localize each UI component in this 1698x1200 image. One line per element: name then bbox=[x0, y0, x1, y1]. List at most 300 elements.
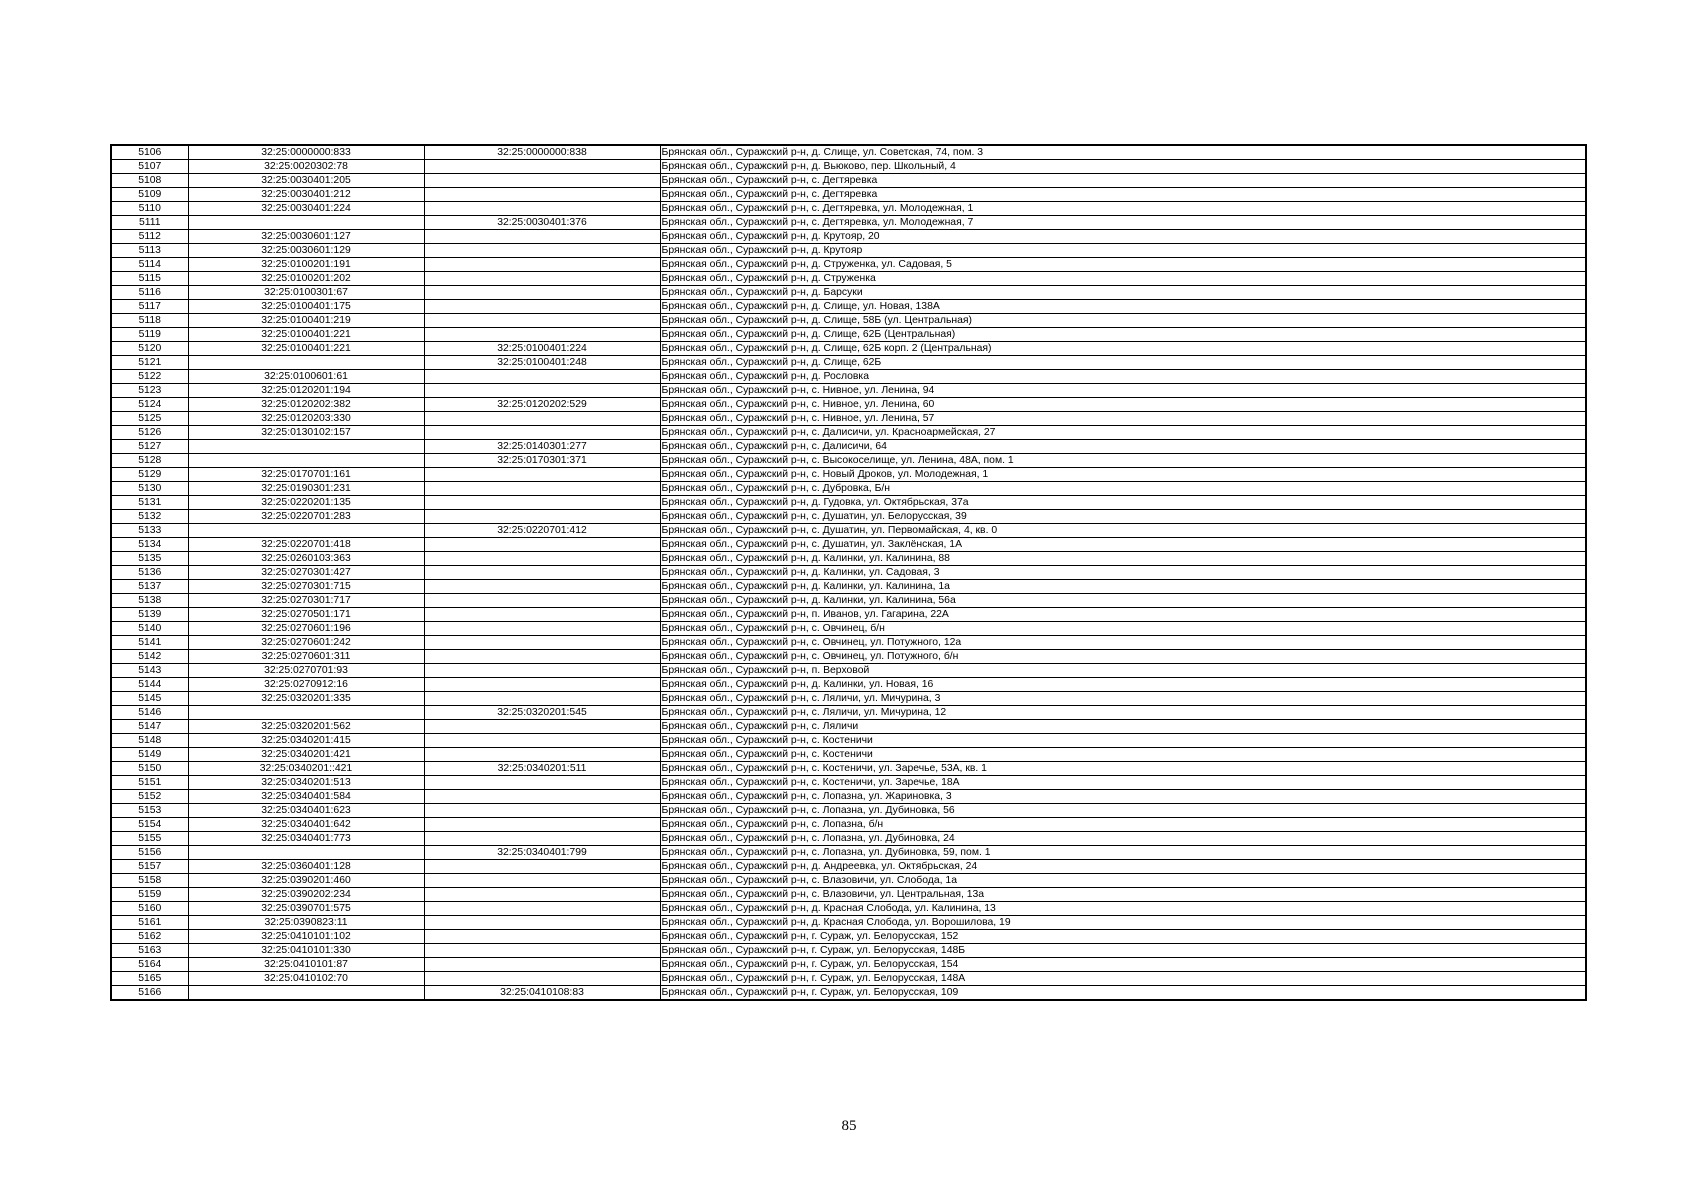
table-row bbox=[111, 244, 1586, 258]
address-cell: Брянская обл., Суражский р-н, с. Костеничи bbox=[660, 734, 1586, 748]
row-number-cell: 5156 bbox=[111, 846, 188, 860]
new-cadastral-number-cell: 32:25:0410108:83 bbox=[424, 986, 660, 1001]
new-cadastral-number-cell bbox=[424, 790, 660, 804]
address-cell: Брянская обл., Суражский р-н, д. Андреевка, ул. Октябрьская, 24 bbox=[660, 860, 1586, 874]
cadastral-number-cell: 32:25:0030601:127 bbox=[188, 230, 424, 244]
row-number-cell: 5129 bbox=[111, 468, 188, 482]
table-row bbox=[111, 272, 1586, 286]
table-row bbox=[111, 468, 1586, 482]
row-number-cell: 5148 bbox=[111, 734, 188, 748]
address-cell: Брянская обл., Суражский р-н, г. Сураж, ул. Белорусская, 148А bbox=[660, 972, 1586, 986]
row-number-cell: 5122 bbox=[111, 370, 188, 384]
table-row bbox=[111, 342, 1586, 356]
new-cadastral-number-cell bbox=[424, 314, 660, 328]
cadastral-number-cell: 32:25:0270701:93 bbox=[188, 664, 424, 678]
table-row bbox=[111, 510, 1586, 524]
cadastral-number-cell: 32:25:0220201:135 bbox=[188, 496, 424, 510]
new-cadastral-number-cell bbox=[424, 510, 660, 524]
address-cell: Брянская обл., Суражский р-н, с. Костеничи bbox=[660, 748, 1586, 762]
new-cadastral-number-cell bbox=[424, 818, 660, 832]
new-cadastral-number-cell: 32:25:0100401:224 bbox=[424, 342, 660, 356]
row-number-cell: 5137 bbox=[111, 580, 188, 594]
address-cell: Брянская обл., Суражский р-н, г. Сураж, ул. Белорусская, 148Б bbox=[660, 944, 1586, 958]
row-number-cell: 5114 bbox=[111, 258, 188, 272]
table-row bbox=[111, 748, 1586, 762]
address-cell: Брянская обл., Суражский р-н, с. Костеничи, ул. Заречье, 18А bbox=[660, 776, 1586, 790]
table-body bbox=[111, 145, 1586, 1000]
table-row bbox=[111, 846, 1586, 860]
cadastral-number-cell: 32:25:0030401:224 bbox=[188, 202, 424, 216]
address-cell: Брянская обл., Суражский р-н, с. Лопазна, ул. Дубиновка, 56 bbox=[660, 804, 1586, 818]
new-cadastral-number-cell bbox=[424, 664, 660, 678]
new-cadastral-number-cell bbox=[424, 230, 660, 244]
table-row bbox=[111, 636, 1586, 650]
cadastral-number-cell: 32:25:0190301:231 bbox=[188, 482, 424, 496]
address-cell: Брянская обл., Суражский р-н, с. Овчинец, ул. Потужного, 12а bbox=[660, 636, 1586, 650]
new-cadastral-number-cell bbox=[424, 552, 660, 566]
table-row bbox=[111, 566, 1586, 580]
cadastral-number-cell: 32:25:0390201:460 bbox=[188, 874, 424, 888]
new-cadastral-number-cell bbox=[424, 608, 660, 622]
address-cell: Брянская обл., Суражский р-н, п. Иванов, ул. Гагарина, 22А bbox=[660, 608, 1586, 622]
row-number-cell: 5157 bbox=[111, 860, 188, 874]
row-number-cell: 5160 bbox=[111, 902, 188, 916]
table-row bbox=[111, 426, 1586, 440]
row-number-cell: 5153 bbox=[111, 804, 188, 818]
cadastral-number-cell: 32:25:0340401:623 bbox=[188, 804, 424, 818]
table-row bbox=[111, 440, 1586, 454]
cadastral-number-cell: 32:25:0120201:194 bbox=[188, 384, 424, 398]
table-row bbox=[111, 622, 1586, 636]
row-number-cell: 5120 bbox=[111, 342, 188, 356]
table-row bbox=[111, 454, 1586, 468]
table-row bbox=[111, 818, 1586, 832]
new-cadastral-number-cell bbox=[424, 678, 660, 692]
address-cell: Брянская обл., Суражский р-н, с. Нивное, ул. Ленина, 60 bbox=[660, 398, 1586, 412]
cadastral-number-cell: 32:25:0340201:421 bbox=[188, 748, 424, 762]
row-number-cell: 5159 bbox=[111, 888, 188, 902]
new-cadastral-number-cell bbox=[424, 804, 660, 818]
table-row bbox=[111, 524, 1586, 538]
new-cadastral-number-cell bbox=[424, 580, 660, 594]
address-cell: Брянская обл., Суражский р-н, д. Красная Слобода, ул. Ворошилова, 19 bbox=[660, 916, 1586, 930]
table-row bbox=[111, 720, 1586, 734]
cadastral-number-cell: 32:25:0020302:78 bbox=[188, 160, 424, 174]
cadastral-number-cell bbox=[188, 454, 424, 468]
row-number-cell: 5164 bbox=[111, 958, 188, 972]
table-row bbox=[111, 398, 1586, 412]
new-cadastral-number-cell bbox=[424, 328, 660, 342]
cadastral-number-cell bbox=[188, 986, 424, 1001]
address-cell: Брянская обл., Суражский р-н, с. Нивное, ул. Ленина, 57 bbox=[660, 412, 1586, 426]
row-number-cell: 5127 bbox=[111, 440, 188, 454]
row-number-cell: 5142 bbox=[111, 650, 188, 664]
cadastral-number-cell: 32:25:0340401:642 bbox=[188, 818, 424, 832]
new-cadastral-number-cell bbox=[424, 944, 660, 958]
row-number-cell: 5155 bbox=[111, 832, 188, 846]
table-row bbox=[111, 496, 1586, 510]
new-cadastral-number-cell: 32:25:0340201:511 bbox=[424, 762, 660, 776]
row-number-cell: 5154 bbox=[111, 818, 188, 832]
new-cadastral-number-cell bbox=[424, 370, 660, 384]
cadastral-number-cell: 32:25:0120202:382 bbox=[188, 398, 424, 412]
row-number-cell: 5123 bbox=[111, 384, 188, 398]
table-row bbox=[111, 384, 1586, 398]
cadastral-number-cell: 32:25:0410102:70 bbox=[188, 972, 424, 986]
table-row bbox=[111, 664, 1586, 678]
cadastral-number-cell: 32:25:0100401:219 bbox=[188, 314, 424, 328]
table-row bbox=[111, 972, 1586, 986]
property-registry-table bbox=[110, 144, 1587, 1001]
address-cell: Брянская обл., Суражский р-н, д. Струженка, ул. Садовая, 5 bbox=[660, 258, 1586, 272]
address-cell: Брянская обл., Суражский р-н, д. Калинки, ул. Садовая, 3 bbox=[660, 566, 1586, 580]
address-cell: Брянская обл., Суражский р-н, д. Слище, 62Б bbox=[660, 356, 1586, 370]
table-row bbox=[111, 930, 1586, 944]
cadastral-number-cell: 32:25:0100401:175 bbox=[188, 300, 424, 314]
address-cell: Брянская обл., Суражский р-н, с. Дубровка, Б/н bbox=[660, 482, 1586, 496]
address-cell: Брянская обл., Суражский р-н, д. Рословка bbox=[660, 370, 1586, 384]
page-number: 85 bbox=[841, 1118, 857, 1134]
row-number-cell: 5118 bbox=[111, 314, 188, 328]
row-number-cell: 5124 bbox=[111, 398, 188, 412]
table-row bbox=[111, 902, 1586, 916]
cadastral-number-cell: 32:25:0100401:221 bbox=[188, 342, 424, 356]
address-cell: Брянская обл., Суражский р-н, с. Нивное, ул. Ленина, 94 bbox=[660, 384, 1586, 398]
row-number-cell: 5134 bbox=[111, 538, 188, 552]
table-row bbox=[111, 552, 1586, 566]
new-cadastral-number-cell bbox=[424, 244, 660, 258]
address-cell: Брянская обл., Суражский р-н, с. Ляличи bbox=[660, 720, 1586, 734]
cadastral-number-cell: 32:25:0030601:129 bbox=[188, 244, 424, 258]
address-cell: Брянская обл., Суражский р-н, г. Сураж, ул. Белорусская, 154 bbox=[660, 958, 1586, 972]
row-number-cell: 5147 bbox=[111, 720, 188, 734]
table-row bbox=[111, 300, 1586, 314]
row-number-cell: 5133 bbox=[111, 524, 188, 538]
row-number-cell: 5141 bbox=[111, 636, 188, 650]
new-cadastral-number-cell bbox=[424, 468, 660, 482]
new-cadastral-number-cell bbox=[424, 902, 660, 916]
row-number-cell: 5139 bbox=[111, 608, 188, 622]
row-number-cell: 5161 bbox=[111, 916, 188, 930]
row-number-cell: 5125 bbox=[111, 412, 188, 426]
address-cell: Брянская обл., Суражский р-н, с. Дегтяревка, ул. Молодежная, 7 bbox=[660, 216, 1586, 230]
cadastral-number-cell: 32:25:0390701:575 bbox=[188, 902, 424, 916]
new-cadastral-number-cell bbox=[424, 496, 660, 510]
address-cell: Брянская обл., Суражский р-н, с. Овчинец, б/н bbox=[660, 622, 1586, 636]
table-row bbox=[111, 874, 1586, 888]
table-row bbox=[111, 916, 1586, 930]
table-row bbox=[111, 145, 1586, 160]
address-cell: Брянская обл., Суражский р-н, с. Далисичи, 64 bbox=[660, 440, 1586, 454]
address-cell: Брянская обл., Суражский р-н, д. Слище, 62Б (Центральная) bbox=[660, 328, 1586, 342]
new-cadastral-number-cell bbox=[424, 174, 660, 188]
table-row bbox=[111, 174, 1586, 188]
address-cell: Брянская обл., Суражский р-н, г. Сураж, ул. Белорусская, 109 bbox=[660, 986, 1586, 1001]
new-cadastral-number-cell bbox=[424, 888, 660, 902]
table-row bbox=[111, 706, 1586, 720]
new-cadastral-number-cell: 32:25:0320201:545 bbox=[424, 706, 660, 720]
new-cadastral-number-cell bbox=[424, 188, 660, 202]
table-row bbox=[111, 958, 1586, 972]
cadastral-number-cell: 32:25:0270301:427 bbox=[188, 566, 424, 580]
new-cadastral-number-cell: 32:25:0140301:277 bbox=[424, 440, 660, 454]
table-row bbox=[111, 594, 1586, 608]
new-cadastral-number-cell: 32:25:0100401:248 bbox=[424, 356, 660, 370]
new-cadastral-number-cell bbox=[424, 930, 660, 944]
new-cadastral-number-cell: 32:25:0030401:376 bbox=[424, 216, 660, 230]
new-cadastral-number-cell bbox=[424, 720, 660, 734]
row-number-cell: 5130 bbox=[111, 482, 188, 496]
new-cadastral-number-cell bbox=[424, 860, 660, 874]
cadastral-number-cell: 32:25:0360401:128 bbox=[188, 860, 424, 874]
cadastral-number-cell: 32:25:0270601:196 bbox=[188, 622, 424, 636]
cadastral-number-cell: 32:25:0410101:102 bbox=[188, 930, 424, 944]
new-cadastral-number-cell: 32:25:0220701:412 bbox=[424, 524, 660, 538]
cadastral-number-cell bbox=[188, 846, 424, 860]
table-row bbox=[111, 832, 1586, 846]
cadastral-number-cell: 32:25:0320201:562 bbox=[188, 720, 424, 734]
table-row bbox=[111, 580, 1586, 594]
cadastral-number-cell: 32:25:0340401:584 bbox=[188, 790, 424, 804]
cadastral-number-cell: 32:25:0270301:715 bbox=[188, 580, 424, 594]
address-cell: Брянская обл., Суражский р-н, д. Вьюково, пер. Школьный, 4 bbox=[660, 160, 1586, 174]
table-row bbox=[111, 734, 1586, 748]
address-cell: Брянская обл., Суражский р-н, д. Красная Слобода, ул. Калинина, 13 bbox=[660, 902, 1586, 916]
row-number-cell: 5109 bbox=[111, 188, 188, 202]
new-cadastral-number-cell bbox=[424, 426, 660, 440]
cadastral-number-cell: 32:25:0000000:833 bbox=[188, 145, 424, 160]
address-cell: Брянская обл., Суражский р-н, с. Овчинец, ул. Потужного, б/н bbox=[660, 650, 1586, 664]
row-number-cell: 5143 bbox=[111, 664, 188, 678]
row-number-cell: 5115 bbox=[111, 272, 188, 286]
table-row bbox=[111, 328, 1586, 342]
cadastral-number-cell: 32:25:0100401:221 bbox=[188, 328, 424, 342]
address-cell: Брянская обл., Суражский р-н, д. Слище, ул. Новая, 138А bbox=[660, 300, 1586, 314]
row-number-cell: 5151 bbox=[111, 776, 188, 790]
cadastral-number-cell: 32:25:0260103:363 bbox=[188, 552, 424, 566]
cadastral-number-cell: 32:25:0120203:330 bbox=[188, 412, 424, 426]
row-number-cell: 5162 bbox=[111, 930, 188, 944]
address-cell: Брянская обл., Суражский р-н, с. Высокоселище, ул. Ленина, 48А, пом. 1 bbox=[660, 454, 1586, 468]
cadastral-number-cell: 32:25:0270501:171 bbox=[188, 608, 424, 622]
table-row bbox=[111, 412, 1586, 426]
row-number-cell: 5158 bbox=[111, 874, 188, 888]
new-cadastral-number-cell bbox=[424, 160, 660, 174]
cadastral-number-cell: 32:25:0100201:202 bbox=[188, 272, 424, 286]
address-cell: Брянская обл., Суражский р-н, с. Дегтяревка bbox=[660, 174, 1586, 188]
row-number-cell: 5116 bbox=[111, 286, 188, 300]
table-row bbox=[111, 888, 1586, 902]
cadastral-number-cell: 32:25:0340201:513 bbox=[188, 776, 424, 790]
table-row bbox=[111, 538, 1586, 552]
table-row bbox=[111, 216, 1586, 230]
row-number-cell: 5107 bbox=[111, 160, 188, 174]
cadastral-number-cell: 32:25:0410101:330 bbox=[188, 944, 424, 958]
table-row bbox=[111, 202, 1586, 216]
address-cell: Брянская обл., Суражский р-н, д. Слище, ул. Советская, 74, пом. 3 bbox=[660, 145, 1586, 160]
new-cadastral-number-cell: 32:25:0000000:838 bbox=[424, 145, 660, 160]
cadastral-number-cell bbox=[188, 440, 424, 454]
row-number-cell: 5131 bbox=[111, 496, 188, 510]
new-cadastral-number-cell bbox=[424, 748, 660, 762]
table-row bbox=[111, 608, 1586, 622]
cadastral-number-cell: 32:25:0320201:335 bbox=[188, 692, 424, 706]
row-number-cell: 5135 bbox=[111, 552, 188, 566]
row-number-cell: 5121 bbox=[111, 356, 188, 370]
cadastral-number-cell: 32:25:0340201::421 bbox=[188, 762, 424, 776]
address-cell: Брянская обл., Суражский р-н, с. Дегтяревка bbox=[660, 188, 1586, 202]
address-cell: Брянская обл., Суражский р-н, д. Слище, 58Б (ул. Центральная) bbox=[660, 314, 1586, 328]
table-row bbox=[111, 356, 1586, 370]
table-row bbox=[111, 860, 1586, 874]
new-cadastral-number-cell bbox=[424, 650, 660, 664]
row-number-cell: 5152 bbox=[111, 790, 188, 804]
address-cell: Брянская обл., Суражский р-н, с. Влазовичи, ул. Слобода, 1а bbox=[660, 874, 1586, 888]
address-cell: Брянская обл., Суражский р-н, с. Лопазна, ул. Дубиновка, 24 bbox=[660, 832, 1586, 846]
new-cadastral-number-cell: 32:25:0120202:529 bbox=[424, 398, 660, 412]
new-cadastral-number-cell bbox=[424, 776, 660, 790]
cadastral-number-cell bbox=[188, 356, 424, 370]
table-row bbox=[111, 650, 1586, 664]
new-cadastral-number-cell bbox=[424, 202, 660, 216]
address-cell: Брянская обл., Суражский р-н, д. Калинки, ул. Калинина, 56а bbox=[660, 594, 1586, 608]
new-cadastral-number-cell bbox=[424, 622, 660, 636]
row-number-cell: 5106 bbox=[111, 145, 188, 160]
new-cadastral-number-cell: 32:25:0340401:799 bbox=[424, 846, 660, 860]
table-row bbox=[111, 692, 1586, 706]
address-cell: Брянская обл., Суражский р-н, д. Крутояр, 20 bbox=[660, 230, 1586, 244]
address-cell: Брянская обл., Суражский р-н, с. Костеничи, ул. Заречье, 53А, кв. 1 bbox=[660, 762, 1586, 776]
address-cell: Брянская обл., Суражский р-н, с. Душатин, ул. Белорусская, 39 bbox=[660, 510, 1586, 524]
table-row bbox=[111, 986, 1586, 1001]
address-cell: Брянская обл., Суражский р-н, с. Дегтяревка, ул. Молодежная, 1 bbox=[660, 202, 1586, 216]
table-row bbox=[111, 804, 1586, 818]
cadastral-number-cell: 32:25:0340201:415 bbox=[188, 734, 424, 748]
address-cell: Брянская обл., Суражский р-н, д. Гудовка, ул. Октябрьская, 37а bbox=[660, 496, 1586, 510]
new-cadastral-number-cell bbox=[424, 258, 660, 272]
cadastral-number-cell: 32:25:0270912:16 bbox=[188, 678, 424, 692]
table-row bbox=[111, 790, 1586, 804]
address-cell: Брянская обл., Суражский р-н, с. Душатин, ул. Заклёнская, 1А bbox=[660, 538, 1586, 552]
new-cadastral-number-cell bbox=[424, 286, 660, 300]
cadastral-number-cell: 32:25:0270601:242 bbox=[188, 636, 424, 650]
cadastral-number-cell: 32:25:0130102:157 bbox=[188, 426, 424, 440]
cadastral-number-cell: 32:25:0100301:67 bbox=[188, 286, 424, 300]
address-cell: Брянская обл., Суражский р-н, с. Лопазна, б/н bbox=[660, 818, 1586, 832]
address-cell: Брянская обл., Суражский р-н, д. Крутояр bbox=[660, 244, 1586, 258]
address-cell: Брянская обл., Суражский р-н, д. Калинки, ул. Калинина, 88 bbox=[660, 552, 1586, 566]
row-number-cell: 5119 bbox=[111, 328, 188, 342]
new-cadastral-number-cell bbox=[424, 384, 660, 398]
table-row bbox=[111, 678, 1586, 692]
new-cadastral-number-cell bbox=[424, 482, 660, 496]
cadastral-number-cell: 32:25:0340401:773 bbox=[188, 832, 424, 846]
address-cell: Брянская обл., Суражский р-н, д. Калинки, ул. Калинина, 1а bbox=[660, 580, 1586, 594]
new-cadastral-number-cell bbox=[424, 874, 660, 888]
table-row bbox=[111, 314, 1586, 328]
row-number-cell: 5117 bbox=[111, 300, 188, 314]
address-cell: Брянская обл., Суражский р-н, д. Струженка bbox=[660, 272, 1586, 286]
address-cell: Брянская обл., Суражский р-н, г. Сураж, ул. Белорусская, 152 bbox=[660, 930, 1586, 944]
table-row bbox=[111, 258, 1586, 272]
cadastral-number-cell: 32:25:0390202:234 bbox=[188, 888, 424, 902]
new-cadastral-number-cell bbox=[424, 538, 660, 552]
row-number-cell: 5165 bbox=[111, 972, 188, 986]
cadastral-number-cell: 32:25:0270601:311 bbox=[188, 650, 424, 664]
new-cadastral-number-cell bbox=[424, 412, 660, 426]
new-cadastral-number-cell bbox=[424, 958, 660, 972]
new-cadastral-number-cell bbox=[424, 636, 660, 650]
cadastral-number-cell: 32:25:0390823:11 bbox=[188, 916, 424, 930]
table-row bbox=[111, 188, 1586, 202]
new-cadastral-number-cell bbox=[424, 972, 660, 986]
row-number-cell: 5128 bbox=[111, 454, 188, 468]
row-number-cell: 5166 bbox=[111, 986, 188, 1001]
table-row bbox=[111, 370, 1586, 384]
new-cadastral-number-cell bbox=[424, 300, 660, 314]
address-cell: Брянская обл., Суражский р-н, с. Лопазна, ул. Дубиновка, 59, пом. 1 bbox=[660, 846, 1586, 860]
address-cell: Брянская обл., Суражский р-н, с. Лопазна, ул. Жариновка, 3 bbox=[660, 790, 1586, 804]
cadastral-number-cell: 32:25:0270301:717 bbox=[188, 594, 424, 608]
cadastral-number-cell: 32:25:0030401:205 bbox=[188, 174, 424, 188]
row-number-cell: 5108 bbox=[111, 174, 188, 188]
cadastral-number-cell bbox=[188, 216, 424, 230]
new-cadastral-number-cell bbox=[424, 566, 660, 580]
new-cadastral-number-cell bbox=[424, 734, 660, 748]
row-number-cell: 5110 bbox=[111, 202, 188, 216]
new-cadastral-number-cell bbox=[424, 272, 660, 286]
cadastral-number-cell: 32:25:0220701:418 bbox=[188, 538, 424, 552]
address-cell: Брянская обл., Суражский р-н, с. Новый Дроков, ул. Молодежная, 1 bbox=[660, 468, 1586, 482]
row-number-cell: 5126 bbox=[111, 426, 188, 440]
new-cadastral-number-cell bbox=[424, 594, 660, 608]
new-cadastral-number-cell bbox=[424, 916, 660, 930]
row-number-cell: 5138 bbox=[111, 594, 188, 608]
row-number-cell: 5144 bbox=[111, 678, 188, 692]
row-number-cell: 5146 bbox=[111, 706, 188, 720]
table-row bbox=[111, 160, 1586, 174]
address-cell: Брянская обл., Суражский р-н, д. Слище, 62Б корп. 2 (Центральная) bbox=[660, 342, 1586, 356]
table-row bbox=[111, 286, 1586, 300]
cadastral-number-cell: 32:25:0220701:283 bbox=[188, 510, 424, 524]
address-cell: Брянская обл., Суражский р-н, п. Верховой bbox=[660, 664, 1586, 678]
cadastral-number-cell: 32:25:0100601:61 bbox=[188, 370, 424, 384]
cadastral-number-cell: 32:25:0100201:191 bbox=[188, 258, 424, 272]
row-number-cell: 5149 bbox=[111, 748, 188, 762]
row-number-cell: 5163 bbox=[111, 944, 188, 958]
row-number-cell: 5145 bbox=[111, 692, 188, 706]
address-cell: Брянская обл., Суражский р-н, с. Ляличи, ул. Мичурина, 3 bbox=[660, 692, 1586, 706]
cadastral-number-cell: 32:25:0030401:212 bbox=[188, 188, 424, 202]
row-number-cell: 5136 bbox=[111, 566, 188, 580]
table-row bbox=[111, 482, 1586, 496]
table-row bbox=[111, 762, 1586, 776]
address-cell: Брянская обл., Суражский р-н, д. Барсуки bbox=[660, 286, 1586, 300]
row-number-cell: 5111 bbox=[111, 216, 188, 230]
row-number-cell: 5150 bbox=[111, 762, 188, 776]
table-row bbox=[111, 944, 1586, 958]
cadastral-number-cell: 32:25:0170701:161 bbox=[188, 468, 424, 482]
row-number-cell: 5113 bbox=[111, 244, 188, 258]
cadastral-number-cell: 32:25:0410101:87 bbox=[188, 958, 424, 972]
row-number-cell: 5112 bbox=[111, 230, 188, 244]
address-cell: Брянская обл., Суражский р-н, с. Далисичи, ул. Красноармейская, 27 bbox=[660, 426, 1586, 440]
new-cadastral-number-cell: 32:25:0170301:371 bbox=[424, 454, 660, 468]
row-number-cell: 5140 bbox=[111, 622, 188, 636]
address-cell: Брянская обл., Суражский р-н, с. Душатин, ул. Первомайская, 4, кв. 0 bbox=[660, 524, 1586, 538]
new-cadastral-number-cell bbox=[424, 832, 660, 846]
cadastral-number-cell bbox=[188, 706, 424, 720]
